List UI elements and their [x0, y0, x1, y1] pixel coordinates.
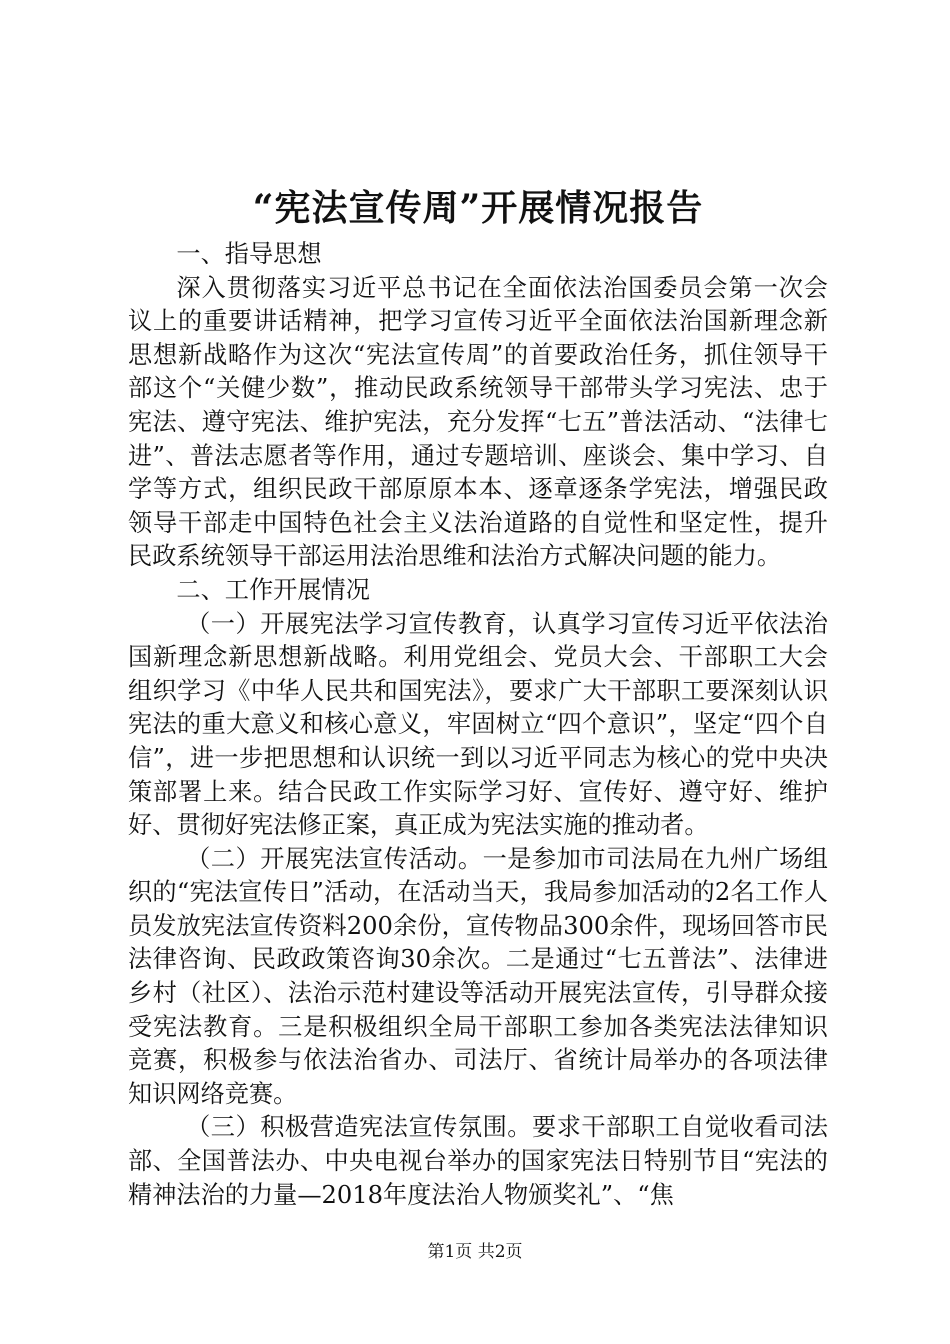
paragraph-guiding-thought: 深入贯彻落实习近平总书记在全面依法治国委员会第一次会议上的重要讲话精神，把学习宣传习近平全面依法治国新理念新思想新战略作为这次“宪法宣传周”的首要政治任务，抓住领导干部这个“关健少数”，推动民政系统领导干部带头学习宪法、忠于宪法、遵守宪法、维护宪法，充分发挥“七五”普法活动、“法律七进”、普法志愿者等作用，通过专题培训、座谈会、集中学习、自学等方式，组织民政干部原原本本、逐章逐条学宪法，增强民政领导干部走中国特色社会主义法治道路的自觉性和坚定性，提升民政系统领导干部运用法治思维和法治方式解决问题的能力。: [128, 273, 828, 571]
paragraph-item-1: （一）开展宪法学习宣传教育，认真学习宣传习近平依法治国新理念新思想新战略。利用党组会、党员大会、干部职工大会组织学习《中华人民共和国宪法》，要求广大干部职工要深刻认识宪法的重大意义和核心意义，牢固树立“四个意识”，坚定“四个自信”，进一步把思想和认识统一到以习近平同志为核心的党中央决策部署上来。结合民政工作实际学习好、宣传好、遵守好、维护好、贯彻好宪法修正案，真正成为宪法实施的推动者。: [128, 609, 828, 840]
document-title: “宪法宣传周”开展情况报告: [252, 187, 704, 229]
paragraph-item-3: （三）积极营造宪法宣传氛围。要求干部职工自觉收看司法部、全国普法办、中央电视台举办的国家宪法日特别节目“宪法的精神法治的力量—2018年度法治人物颁奖礼”、“焦: [128, 1113, 828, 1209]
section-heading-guiding-thought: 一、指导思想: [176, 240, 322, 268]
page-footer: 第1页 共2页: [427, 1242, 523, 1262]
paragraph-item-2: （二）开展宪法宣传活动。一是参加市司法局在九州广场组织的“宪法宣传日”活动，在活动当天，我局参加活动的2名工作人员发放宪法宣传资料200余份，宣传物品300余件，现场回答市民法律咨询、民政政策咨询30余次。二是通过“七五普法”、法律进乡村（社区）、法治示范村建设等活动开展宪法宣传，引导群众接受宪法教育。三是积极组织全局干部职工参加各类宪法法律知识竞赛，积极参与依法治省办、司法厅、省统计局举办的各项法律知识网络竞赛。: [128, 844, 828, 1108]
section-heading-work-progress: 二、工作开展情况: [176, 575, 370, 604]
document-page: [128, 180, 828, 1212]
